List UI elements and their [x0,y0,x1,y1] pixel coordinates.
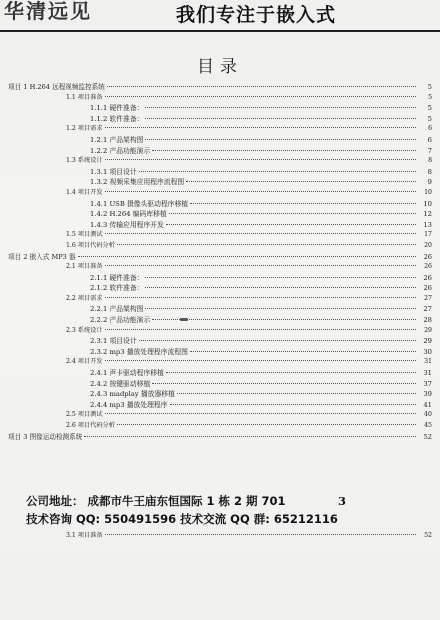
toc-entry-title: 2.3.1 项目设计 [90,337,137,346]
toc-entry[interactable] [8,188,432,199]
toc-entry[interactable] [8,103,432,114]
toc-page-number: 26 [423,273,432,282]
toc-entry-title: 1.4.1 USB 摄像头驱动程序移植 [90,199,189,208]
toc-page-number: 6 [428,125,432,133]
toc-leader-dots [186,181,416,182]
toc-page-number: 28 [423,316,432,325]
toc-page-number: 20 [424,241,432,249]
table-of-contents-continued [8,531,432,542]
toc-leader-dots [105,265,416,266]
toc-entry[interactable] [8,241,432,252]
toc-leader-dots [105,96,416,97]
toc-leader-dots [139,340,416,341]
toc-page-number: 17 [424,231,432,239]
toc-entry-title: 2.1.1 硬件准备： [90,273,144,282]
toc-entry[interactable] [8,304,432,315]
toc-page-number: 26 [423,252,432,261]
toc-entry-title: 1.4 项目开发 [66,188,103,196]
toc-entry[interactable] [8,262,432,273]
toc-leader-dots [117,244,416,245]
toc-entry-title: 2.1 项目准备 [66,263,103,271]
toc-page-number: 9 [427,178,432,187]
toc-page-number: 8 [428,157,432,165]
toc-page-number: 37 [423,379,432,388]
toc-entry-title: 2.4.3 madplay 播放器移植 [90,390,175,399]
toc-entry[interactable] [8,400,432,411]
toc-leader-dots [152,150,416,151]
toc-page-number: 30 [423,347,432,356]
toc-leader-dots [152,319,416,320]
contact-info: 技术咨询 QQ: 550491596 技术交流 QQ 群: 65212116 [26,512,338,526]
toc-entry[interactable] [8,124,432,135]
toc-entry-title: 1.5 项目测试 [66,231,103,239]
toc-entry[interactable] [8,531,432,542]
toc-entry[interactable] [8,357,432,368]
company-logo: 华清远见 [4,0,92,22]
toc-leader-dots [169,213,416,214]
toc-entry-title: 2.4.4 mp3 播放处理程序 [90,400,168,409]
toc-entry-title: 3.1 项目准备 [66,532,103,539]
toc-page-number: 12 [423,210,432,219]
toc-page-number: 52 [423,432,432,441]
toc-entry-title: 2.5 项目测试 [66,411,103,419]
toc-leader-dots [177,393,416,394]
toc-page-number: 27 [423,305,432,314]
toc-page-number: 52 [424,532,432,539]
toc-entry-title: 2.2 项目需求 [66,294,103,302]
toc-entry-title: 2.6 项目代码分析 [66,422,115,429]
toc-page-number: 13 [423,220,432,229]
toc-entry[interactable] [8,156,432,167]
toc-page-number: 26 [424,263,432,271]
ink-mark [180,318,188,321]
toc-page-number: 10 [423,199,432,208]
toc-entry[interactable] [8,177,432,188]
toc-page-number: 8 [427,167,432,176]
toc-entry[interactable] [8,167,432,178]
toc-entry[interactable] [8,82,432,93]
toc-entry[interactable] [8,230,432,241]
toc-entry[interactable] [8,432,432,443]
toc-page-number: 5 [427,83,432,91]
toc-leader-dots [105,159,416,160]
toc-page-number: 39 [423,390,432,399]
toc-entry[interactable] [8,347,432,358]
toc-leader-dots [145,139,416,140]
toc-leader-dots [117,424,416,425]
toc-entry[interactable] [8,294,432,305]
toc-page-number: 41 [423,400,432,409]
toc-leader-dots [190,203,416,204]
toc-entry-title: 1.3.1 项目设计 [90,167,137,176]
page-title: 目录 [197,57,243,77]
toc-leader-dots [190,351,416,352]
toc-entry-title: 1.3 系统设计 [66,157,103,165]
toc-page-number: 6 [427,135,432,144]
page-number: 3 [338,494,347,508]
toc-leader-dots [105,127,416,128]
toc-entry-title: 2.1.2 软件准备： [90,284,144,293]
toc-entry[interactable] [8,93,432,104]
toc-entry[interactable] [8,368,432,379]
toc-entry-title: 项目 3 图像运动检测系统 [8,432,83,441]
toc-entry-title: 1.4.2 H.264 编码库移植 [90,210,167,219]
toc-entry[interactable] [8,220,432,231]
toc-page-number: 45 [424,422,432,429]
toc-entry-title: 1.4.3 传输应用程序开发 [90,220,164,229]
toc-entry-title: 项目 2 嵌入式 MP3 器 [8,252,76,261]
toc-leader-dots [105,191,416,192]
toc-leader-dots [170,404,416,405]
toc-entry[interactable] [8,389,432,400]
toc-leader-dots [84,436,416,437]
toc-entry[interactable] [8,135,432,146]
toc-leader-dots [78,256,416,257]
toc-entry-title: 1.1.1 硬件准备： [90,104,144,113]
toc-entry-title: 1.1.2 软件准备： [90,114,144,123]
toc-entry-title: 2.4.2 按键驱动移植 [90,379,151,388]
toc-leader-dots [145,287,416,288]
toc-entry[interactable] [8,379,432,390]
toc-entry-title: 2.2.2 产品功能演示 [90,316,151,325]
toc-leader-dots [145,118,416,119]
toc-entry[interactable] [8,114,432,125]
toc-entry-title: 1.2.1 产品架构图 [90,135,144,144]
toc-leader-dots [105,360,416,361]
page-footer [26,492,426,526]
toc-page-number: 40 [424,411,432,419]
toc-entry[interactable] [8,283,432,294]
toc-entry[interactable] [8,410,432,421]
toc-leader-dots [105,233,416,234]
toc-entry-title: 2.3.2 mp3 播放处理程序流程图 [90,347,188,356]
toc-entry[interactable] [8,209,432,220]
header-slogan: 我们专注于嵌入式 [176,4,337,26]
toc-leader-dots [152,383,416,384]
toc-leader-dots [145,277,416,278]
toc-leader-dots [105,413,416,414]
toc-entry-title: 2.4 项目开发 [66,358,103,366]
toc-entry[interactable] [8,252,432,263]
toc-leader-dots [105,534,416,535]
toc-entry[interactable] [8,336,432,347]
toc-entry-title: 2.2.1 产品架构图 [90,305,144,314]
toc-leader-dots [166,224,416,225]
toc-entry-title: 1.1 项目准备 [66,93,103,101]
toc-page-number: 31 [424,358,432,366]
toc-page-number: 29 [424,326,432,334]
toc-entry[interactable] [8,273,432,284]
table-of-contents [8,82,432,442]
toc-entry-title: 2.3 系统设计 [66,326,103,334]
toc-leader-dots [105,297,416,298]
toc-entry-title: 1.6 项目代码分析 [66,241,115,249]
toc-page-number: 29 [423,337,432,346]
toc-leader-dots [107,86,416,87]
toc-page-number: 7 [427,146,432,155]
toc-page-number: 5 [428,93,432,101]
toc-leader-dots [145,308,416,309]
toc-page-number: 27 [424,294,432,302]
toc-entry[interactable] [8,199,432,210]
toc-page-number: 31 [423,369,432,378]
toc-leader-dots [145,107,416,108]
toc-entry-title: 1.2.2 产品功能演示 [90,146,151,155]
toc-page-number: 26 [423,284,432,293]
toc-entry[interactable] [8,315,432,326]
company-address: 公司地址： 成都市牛王庙东恒国际 1 栋 2 期 701 [26,494,286,508]
toc-page-number: 5 [427,104,432,113]
toc-leader-dots [139,171,416,172]
toc-entry[interactable] [8,421,432,432]
toc-entry-title: 项目 1 H.264 远程视频监控系统 [8,83,105,91]
toc-entry-title: 1.2 项目需求 [66,125,103,133]
toc-page-number: 10 [424,188,432,196]
toc-page-number: 5 [427,114,432,123]
toc-entry-title: 2.4.1 声卡驱动程序移植 [90,369,164,378]
toc-entry[interactable] [8,326,432,337]
toc-entry[interactable] [8,146,432,157]
toc-entry-title: 1.3.2 视频采集应用程序流程图 [90,178,185,187]
toc-leader-dots [105,329,416,330]
toc-leader-dots [166,372,416,373]
page-header [0,0,440,32]
